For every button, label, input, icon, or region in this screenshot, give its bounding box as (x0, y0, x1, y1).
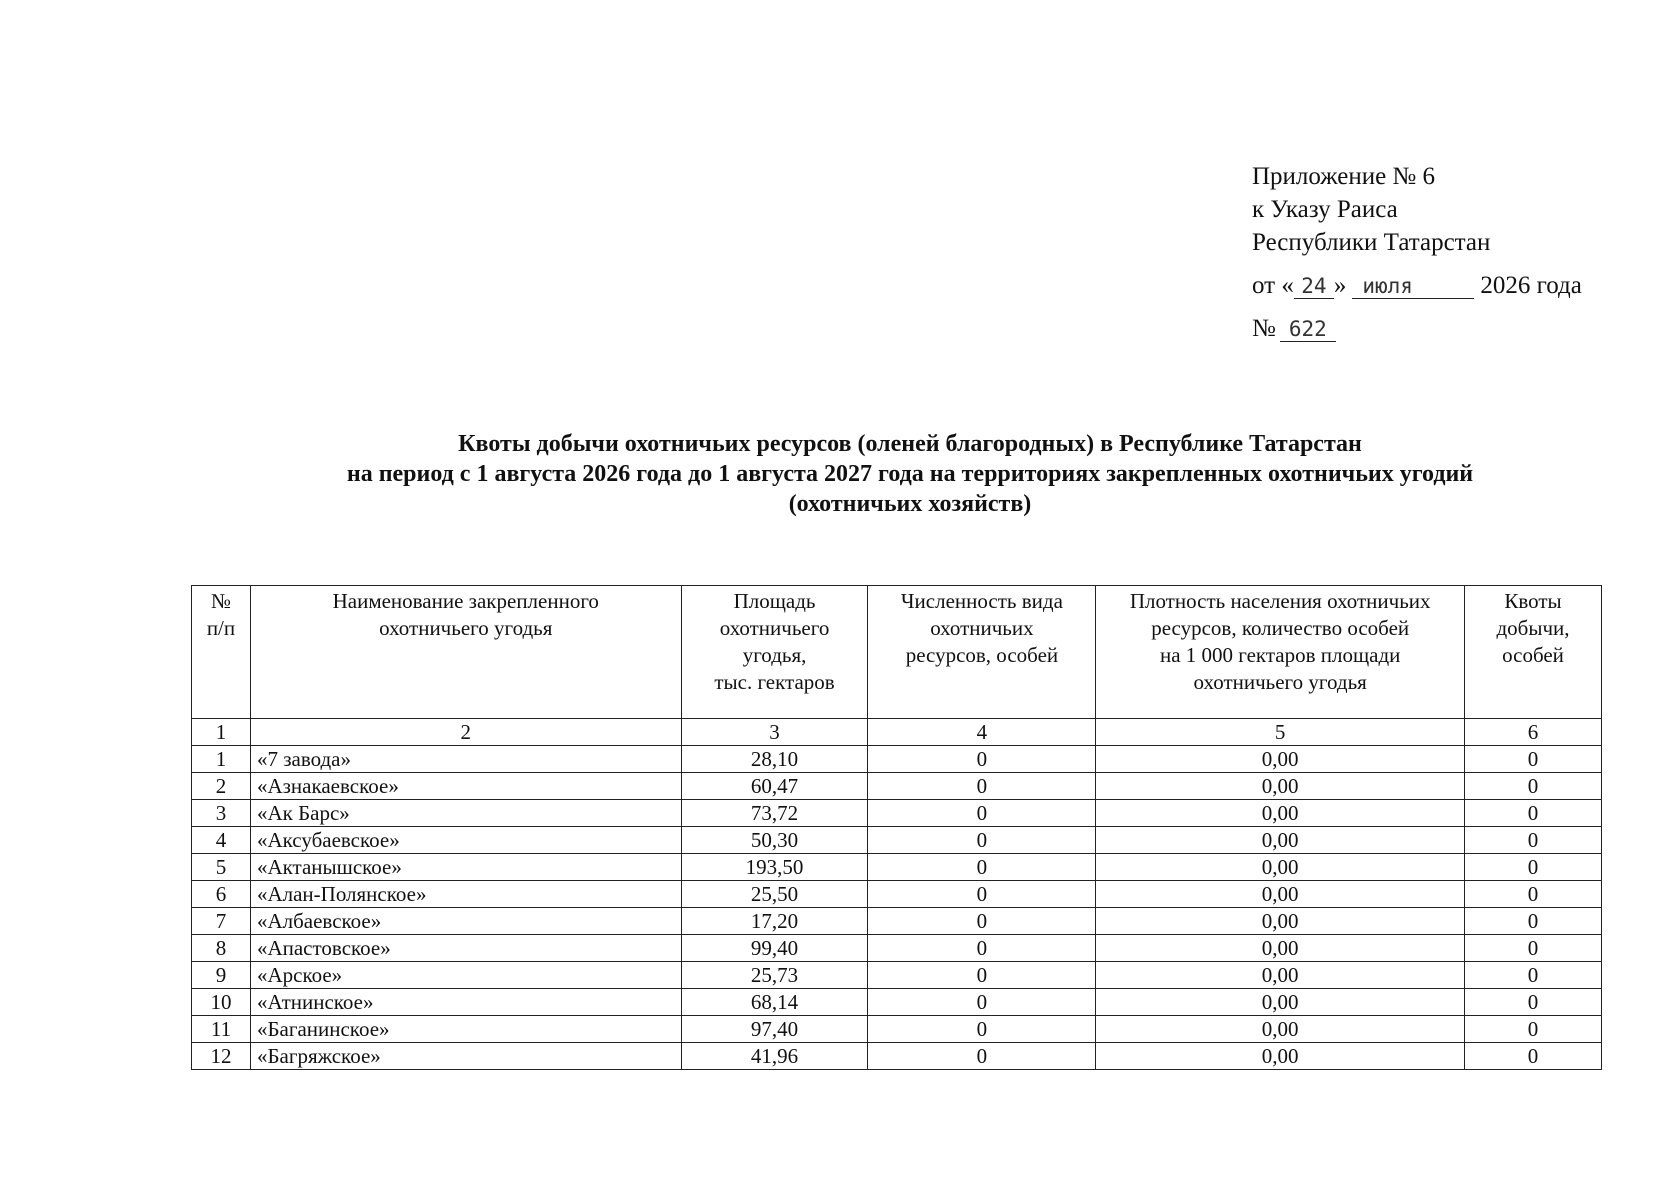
quota-table (191, 585, 1602, 1070)
row-number: 9 (192, 962, 251, 989)
row-name: «Аксубаевское» (250, 827, 681, 854)
header-count-line: Численность вида (900, 589, 1063, 613)
row-area: 68,14 (681, 989, 868, 1016)
header-name (250, 586, 681, 719)
header-quota-line: Квоты (1504, 589, 1562, 613)
header-area-line: угодья, (742, 643, 807, 667)
appendix-date (1252, 269, 1582, 302)
row-area: 97,40 (681, 1016, 868, 1043)
header-no (192, 586, 251, 719)
row-area: 28,10 (681, 746, 868, 773)
row-count: 0 (868, 773, 1096, 800)
row-name: «Арское» (250, 962, 681, 989)
row-number: 5 (192, 854, 251, 881)
date-year: 2026 года (1480, 272, 1582, 299)
header-density (1096, 586, 1465, 719)
header-count (868, 586, 1096, 719)
header-density-line: на 1 000 гектаров площади (1159, 643, 1401, 667)
title-line-3: (охотничьих хозяйств) (788, 491, 1032, 517)
row-name: «Багряжское» (250, 1043, 681, 1070)
appendix-block (1252, 160, 1582, 345)
table-row (192, 935, 1602, 962)
column-number: 5 (1096, 719, 1465, 746)
table-header-row (192, 586, 1602, 719)
header-no-line: № (210, 589, 231, 613)
column-number: 2 (250, 719, 681, 746)
row-number: 3 (192, 800, 251, 827)
header-density-line: ресурсов, количество особей (1151, 616, 1410, 640)
row-quota: 0 (1465, 935, 1602, 962)
row-quota: 0 (1465, 1016, 1602, 1043)
row-area: 17,20 (681, 908, 868, 935)
header-quota-line: добычи, (1496, 616, 1570, 640)
header-density-line: охотничьего угодья (1193, 670, 1367, 694)
table-row (192, 881, 1602, 908)
appendix-republic: Республики Татарстан (1252, 229, 1491, 256)
row-density: 0,00 (1096, 854, 1465, 881)
row-quota: 0 (1465, 881, 1602, 908)
row-quota: 0 (1465, 1043, 1602, 1070)
row-density: 0,00 (1096, 773, 1465, 800)
row-name: «Ак Барс» (250, 800, 681, 827)
column-number: 3 (681, 719, 868, 746)
row-count: 0 (868, 854, 1096, 881)
header-quota-line: особей (1502, 643, 1564, 667)
num-prefix: № (1252, 315, 1276, 342)
row-area: 41,96 (681, 1043, 868, 1070)
header-name-line: охотничьего угодья (379, 616, 553, 640)
row-density: 0,00 (1096, 800, 1465, 827)
row-quota: 0 (1465, 746, 1602, 773)
row-quota: 0 (1465, 854, 1602, 881)
table-row (192, 1043, 1602, 1070)
row-density: 0,00 (1096, 935, 1465, 962)
row-density: 0,00 (1096, 962, 1465, 989)
header-count-line: охотничьих (930, 616, 1034, 640)
row-number: 7 (192, 908, 251, 935)
row-name: «Апастовское» (250, 935, 681, 962)
table-row (192, 1016, 1602, 1043)
header-no-line: п/п (206, 616, 236, 640)
row-count: 0 (868, 989, 1096, 1016)
row-number: 10 (192, 989, 251, 1016)
row-area: 60,47 (681, 773, 868, 800)
row-quota: 0 (1465, 989, 1602, 1016)
date-mid: » (1333, 272, 1347, 299)
appendix-decree-number (1252, 312, 1582, 345)
row-number: 8 (192, 935, 251, 962)
row-number: 4 (192, 827, 251, 854)
document-title (160, 429, 1660, 519)
column-number: 4 (868, 719, 1096, 746)
date-day-handwritten: 24 (1294, 274, 1334, 299)
row-quota: 0 (1465, 800, 1602, 827)
row-area: 99,40 (681, 935, 868, 962)
title-line-1: Квоты добычи охотничьих ресурсов (оленей благородных) в Республике Татарстан (458, 431, 1362, 457)
header-name-line: Наименование закрепленного (332, 589, 599, 613)
row-name: «Албаевское» (250, 908, 681, 935)
row-count: 0 (868, 746, 1096, 773)
appendix-decree-ref: к Указу Раиса (1252, 196, 1398, 223)
row-name: «Азнакаевское» (250, 773, 681, 800)
table-row (192, 908, 1602, 935)
title-line-2: на период с 1 августа 2026 года до 1 августа 2027 года на территориях закрепленных охотничьих угодий (346, 461, 1474, 487)
table-row (192, 746, 1602, 773)
row-count: 0 (868, 800, 1096, 827)
row-area: 193,50 (681, 854, 868, 881)
row-count: 0 (868, 1016, 1096, 1043)
row-area: 25,73 (681, 962, 868, 989)
table-row (192, 800, 1602, 827)
appendix-number: Приложение № 6 (1252, 163, 1436, 190)
table-row (192, 989, 1602, 1016)
row-density: 0,00 (1096, 989, 1465, 1016)
column-number: 1 (192, 719, 251, 746)
row-count: 0 (868, 1043, 1096, 1070)
row-count: 0 (868, 827, 1096, 854)
row-quota: 0 (1465, 908, 1602, 935)
header-area-line: тыс. гектаров (714, 670, 835, 694)
row-quota: 0 (1465, 827, 1602, 854)
row-number: 11 (192, 1016, 251, 1043)
row-name: «Актанышское» (250, 854, 681, 881)
row-area: 73,72 (681, 800, 868, 827)
row-number: 6 (192, 881, 251, 908)
date-month-handwritten: июля (1352, 274, 1474, 299)
header-area (681, 586, 868, 719)
table-row (192, 773, 1602, 800)
row-area: 50,30 (681, 827, 868, 854)
row-area: 25,50 (681, 881, 868, 908)
row-density: 0,00 (1096, 1043, 1465, 1070)
row-name: «Баганинское» (250, 1016, 681, 1043)
header-area-line: Площадь (733, 589, 816, 613)
row-number: 2 (192, 773, 251, 800)
row-quota: 0 (1465, 962, 1602, 989)
row-name: «Атнинское» (250, 989, 681, 1016)
header-quota (1465, 586, 1602, 719)
row-count: 0 (868, 962, 1096, 989)
row-quota: 0 (1465, 773, 1602, 800)
row-count: 0 (868, 908, 1096, 935)
row-name: «7 завода» (250, 746, 681, 773)
row-density: 0,00 (1096, 908, 1465, 935)
table-row (192, 962, 1602, 989)
row-count: 0 (868, 935, 1096, 962)
row-density: 0,00 (1096, 1016, 1465, 1043)
row-density: 0,00 (1096, 746, 1465, 773)
header-count-line: ресурсов, особей (905, 643, 1059, 667)
row-number: 12 (192, 1043, 251, 1070)
table-row (192, 854, 1602, 881)
row-count: 0 (868, 881, 1096, 908)
header-area-line: охотничьего (719, 616, 830, 640)
column-number-row (192, 719, 1602, 746)
num-handwritten: 622 (1280, 317, 1336, 342)
row-name: «Алан-Полянское» (250, 881, 681, 908)
column-number: 6 (1465, 719, 1602, 746)
row-density: 0,00 (1096, 827, 1465, 854)
date-prefix: от « (1252, 272, 1294, 299)
row-number: 1 (192, 746, 251, 773)
header-density-line: Плотность населения охотничьих (1129, 589, 1431, 613)
table-row (192, 827, 1602, 854)
row-density: 0,00 (1096, 881, 1465, 908)
